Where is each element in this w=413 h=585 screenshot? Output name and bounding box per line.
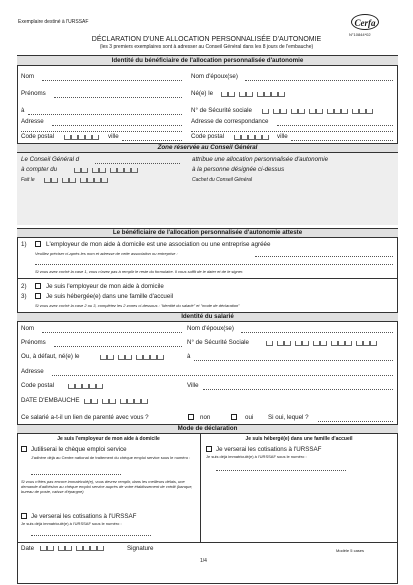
lien-lequel-field[interactable]	[318, 421, 393, 422]
footer-model: Modèle 5 cases	[336, 548, 365, 553]
employee-ville-label: Ville	[187, 382, 199, 389]
reserved-attribue-text: attribue une allocation personnalisée d'autonomie	[192, 156, 329, 163]
beneficiary-cp-label: Code postal	[21, 133, 55, 140]
immat-left-label: Je suis déjà immatriculé(e) à l'URSSAF sous le numéro :	[21, 521, 122, 526]
beneficiary-nom-epoux-field[interactable]	[245, 80, 393, 81]
reserved-conseil-label: Le Conseil Général d	[21, 156, 80, 163]
lien-non-checkbox[interactable]	[188, 414, 194, 420]
page-title: DÉCLARATION D'UNE ALLOCATION PERSONNALISÉE D'AUTONOMIE	[91, 36, 322, 43]
page-subtitle: (les 3 premiers exemplaires sont à adresser au Conseil Général dans les 8 jours de l'embauche)	[99, 44, 314, 50]
opt3-checkbox[interactable]	[35, 293, 41, 299]
beneficiary-nom-label: Nom	[21, 73, 35, 80]
opt1-note: Si vous avez coché la case 1, vous n'avez pas à remplir le reste du formulaire. Il vous suffit de le dater et de le signer.	[35, 269, 244, 274]
reserved-zone	[17, 153, 398, 225]
copy-note: Exemplaire destiné à l'URSSAF	[18, 19, 89, 25]
cheque-checkbox[interactable]	[21, 446, 27, 452]
opt1-checkbox[interactable]	[35, 241, 41, 247]
reserved-cachet-label: Cachet du Conseil Général	[192, 177, 253, 183]
lien-non-label: non	[200, 414, 211, 421]
opt2-number: 2)	[21, 283, 27, 290]
employee-lien-question: Ce salarié a-t-il un lien de parenté avec vous ?	[21, 414, 149, 421]
lien-oui-label: oui	[245, 414, 254, 421]
opt1-entreprise-field[interactable]	[255, 256, 393, 257]
employee-nom-label: Nom	[21, 325, 35, 332]
beneficiary-nom-field[interactable]	[42, 80, 182, 81]
employee-prenoms-field[interactable]	[54, 346, 182, 347]
immat-right-label: Je suis déjà immatriculé(e) à l'URSSAF sous le numéro :	[206, 454, 307, 459]
footer-signature-label: Signature	[127, 545, 154, 552]
employee-prenoms-label: Prénoms	[21, 339, 46, 346]
beneficiary-ville2-label: ville	[277, 133, 288, 140]
opt3-number: 3)	[21, 293, 27, 300]
lien-oui-checkbox[interactable]	[231, 414, 237, 420]
beneficiary-heading: Identité du bénéficiaire de l'allocation personnalisée d'autonomie	[111, 57, 304, 64]
beneficiary-a-label: à	[21, 107, 25, 114]
beneficiary-adresse-field[interactable]	[52, 125, 182, 126]
reserved-personne-text: à la personne désignée ci-dessus	[192, 166, 285, 173]
employee-ou-defaut-label: Ou, à défaut, né(e) le	[21, 353, 80, 360]
immat-left-field[interactable]	[31, 535, 151, 536]
employee-nom-field[interactable]	[42, 332, 182, 333]
employee-adresse-field[interactable]	[52, 375, 393, 376]
verserai-right-label: Je verserai les cotisations à l'URSSAF	[216, 446, 322, 453]
declaration-left-heading: Je suis l'employeur de mon aide à domicile	[57, 436, 160, 442]
opt1-precise: Veuillez préciser ci-après les nom et adresse de cette association ou entreprise :	[35, 251, 178, 256]
employee-secu-label: N° de Sécurité Sociale	[187, 339, 249, 346]
footer-page-number: 1/4	[200, 558, 207, 564]
beneficiary-ville2-field[interactable]	[291, 140, 393, 141]
reserved-conseil-field[interactable]	[95, 163, 180, 164]
opt3-label: Je suis hébergée(e) dans une famille d'accueil	[46, 293, 174, 300]
declaration-column-divider	[200, 434, 201, 542]
opt2-label: Je suis l'employeur de mon aide à domicile	[46, 283, 164, 290]
form-number: N°10844*02	[349, 32, 371, 37]
employee-cp-label: Code postal	[21, 382, 55, 389]
attested-heading: Le bénéficiaire de l'allocation personnalisée d'autonomie atteste	[112, 229, 303, 236]
opt1-entreprise-line2[interactable]	[35, 264, 393, 265]
beneficiary-adresse-label: Adresse	[21, 118, 44, 125]
employee-nom-epoux-field[interactable]	[241, 332, 393, 333]
cheque-number-field[interactable]	[31, 474, 121, 475]
immat-note: Si vous n'êtes pas encore immatriculé(e), vous devrez remplir, dans les meilleurs délais, une demande d'adhésion au chèque emploi service auprès de votre établissement de crédit (banque, bureau de poste, caisse d'épargne)	[21, 479, 193, 494]
employee-a-label: à	[187, 353, 191, 360]
beneficiary-cp2-label: Code postal	[191, 133, 225, 140]
employee-birthplace-field[interactable]	[194, 360, 393, 361]
reserved-fait-le-label: Fait le	[21, 177, 35, 183]
beneficiary-adresse-line2[interactable]	[21, 131, 182, 132]
verserai-left-checkbox[interactable]	[21, 513, 27, 519]
beneficiary-prenoms-field[interactable]	[54, 97, 182, 98]
beneficiary-adresse-corresp-field[interactable]	[277, 125, 393, 126]
beneficiary-ville-label: ville	[108, 133, 119, 140]
lien-lequel-label: Si oui, lequel ?	[268, 414, 309, 421]
footer-date-label: Date	[21, 545, 35, 552]
beneficiary-nom-epoux-label: Nom d'époux(se)	[191, 73, 238, 80]
beneficiary-adresse-corresp-label: Adresse de correspondance	[191, 118, 269, 125]
beneficiary-secu-label: N° de Sécurité sociale	[191, 107, 252, 114]
attested-frame	[17, 228, 398, 584]
opt1-label: L'employeur de mon aide à domicile est une association ou une entreprise agréée	[46, 241, 271, 248]
employee-ville-field[interactable]	[203, 389, 393, 390]
cheque-note: J'adhère déjà au Centre national de traitement du chèque emploi service sous le numéro :	[31, 455, 191, 460]
opt23-note: Si vous avez coché la case 2 ou 3, complétez les 2 zones ci-dessous : "identité du salarié" et "mode de déclaration"	[35, 303, 240, 308]
beneficiary-prenoms-label: Prénoms	[21, 90, 46, 97]
verserai-left-label: Je verserai les cotisations à l'URSSAF	[31, 513, 137, 520]
employee-heading: Identité du salarié	[181, 313, 234, 320]
reserved-a-compter-label: à compter du	[21, 166, 58, 173]
declaration-right-heading: Je suis hébergé(e) dans une famille d'accueil	[245, 436, 353, 442]
employee-nom-epoux-label: Nom d'époux(se)	[187, 325, 234, 332]
beneficiary-ne-le-label: Né(e) le	[191, 90, 214, 97]
verserai-right-checkbox[interactable]	[206, 446, 212, 452]
employee-adresse-label: Adresse	[21, 368, 44, 375]
cheque-label: Jutiliserai le chèque emploi service	[31, 446, 127, 453]
beneficiary-adresse-corresp-line2[interactable]	[191, 131, 393, 132]
declaration-bottom-line	[17, 542, 398, 543]
beneficiary-ville-field[interactable]	[122, 140, 182, 141]
reserved-heading: Zone réservée au Conseil Général	[157, 144, 258, 151]
beneficiary-birthplace-field[interactable]	[28, 114, 182, 115]
opt1-divider	[17, 278, 398, 279]
opt2-checkbox[interactable]	[35, 283, 41, 289]
declaration-heading: Mode de déclaration	[177, 425, 238, 432]
opt1-number: 1)	[21, 241, 27, 248]
cerfa-logo: Cerfa	[351, 14, 379, 30]
immat-right-field[interactable]	[216, 470, 346, 471]
employee-embauche-label: DATE D'EMBAUCHE	[21, 397, 80, 404]
